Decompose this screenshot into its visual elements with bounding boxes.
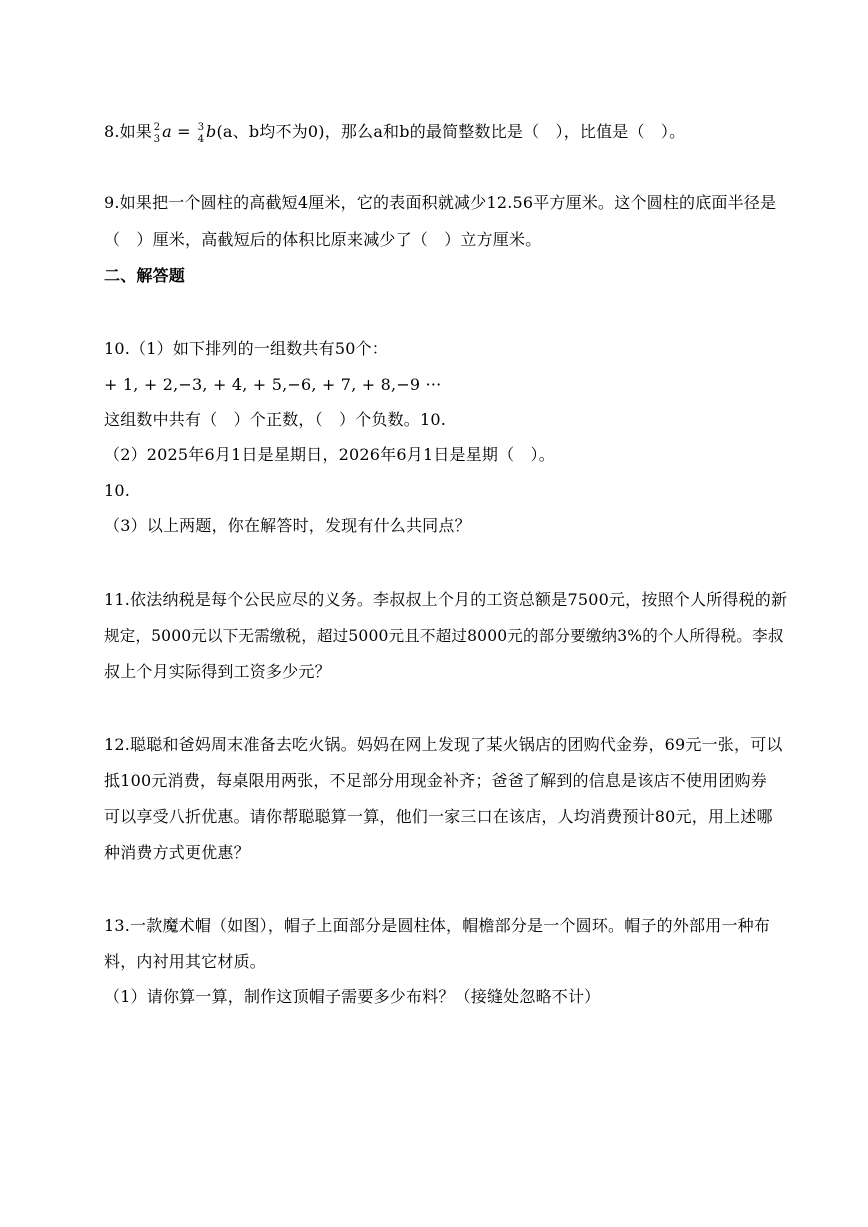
question-12-line-2: 抵100元消费，每桌限用两张，不足部分用现金补齐；爸爸了解到的信息是该店不使用团购券: [104, 771, 767, 790]
q8-prefix: 8.如果: [104, 122, 153, 141]
question-8: 8.如果 2 3 a = 3 4 b(a、b均不为0)，那么a和b的最简整数比是（ ），比值是（ ）。: [104, 121, 686, 145]
question-9-line-2: （ ）厘米，高截短后的体积比原来减少了（ ）立方厘米。: [104, 230, 542, 249]
question-11-line-3: 叔上个月实际得到工资多少元？: [104, 662, 331, 681]
question-10-line-1: 10.（1）如下排列的一组数共有50个：: [104, 339, 388, 358]
section-heading: 二、解答题: [104, 266, 186, 285]
question-12-line-1: 12.聪聪和爸妈周末准备去吃火锅。妈妈在网上发现了某火锅店的团购代金券，69元一张，可以: [104, 735, 783, 754]
q8-var-a: a: [162, 122, 172, 141]
q8-var-b: b: [206, 122, 217, 141]
question-12-line-3: 可以享受八折优惠。请你帮聪聪算一算，他们一家三口在该店，人均消费预计80元，用上述哪: [104, 807, 773, 826]
q8-equals: =: [171, 122, 197, 141]
question-11-line-1: 11.依法纳税是每个公民应尽的义务。李叔叔上个月的工资总额是7500元，按照个人所得税的新: [104, 590, 788, 609]
question-12-line-4: 种消费方式更优惠？: [104, 843, 250, 862]
question-9-line-1: 9.如果把一个圆柱的高截短4厘米，它的表面积就减少12.56平方厘米。这个圆柱的底面半径是: [104, 193, 777, 212]
question-10-line-5: 10.: [104, 481, 131, 500]
question-13-line-3: （1）请你算一算，制作这顶帽子需要多少布料？（接缝处忽略不计）: [104, 987, 601, 1006]
question-10-line-3: 这组数中共有（ ）个正数，（ ）个负数。10.: [104, 410, 447, 429]
question-13-line-1: 13.一款魔术帽（如图），帽子上面部分是圆柱体，帽檐部分是一个圆环。帽子的外部用一种布: [104, 916, 771, 935]
q8-suffix: ，那么a和b的最简整数比是（ ），比值是（ ）。: [324, 122, 686, 141]
question-10-line-6: （3）以上两题，你在解答时，发现有什么共同点？: [104, 516, 471, 535]
question-11-line-2: 规定，5000元以下无需缴税，超过5000元且不超过8000元的部分要缴纳3%的个人所得税。李叔: [104, 627, 784, 645]
question-13-line-2: 料，内衬用其它材质。: [104, 952, 267, 971]
q8-paren: (a、b均不为0): [216, 122, 325, 141]
question-10-number-sequence: + 1, + 2,−3, + 4, + 5,−6, + 7, + 8,−9 ···: [104, 375, 442, 394]
question-10-line-4: （2）2025年6月1日是星期日，2026年6月1日是星期（ ）。: [104, 445, 555, 464]
